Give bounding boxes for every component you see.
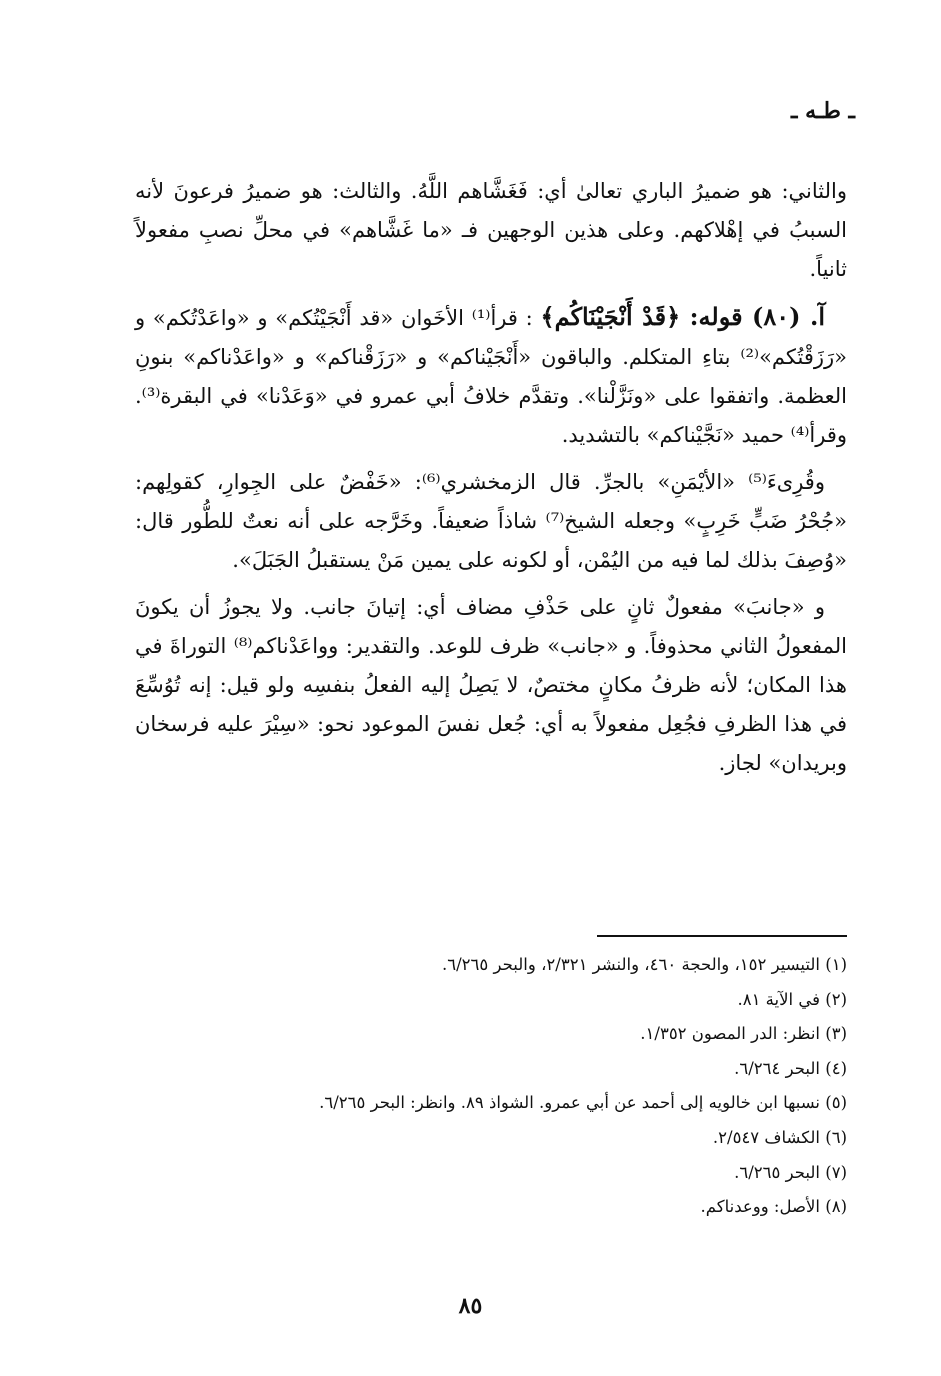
paragraph-1: والثاني: هو ضميرُ الباري تعالىٰ أي: فَغَشَّاهم اللَّهُ. والثالث: هو ضميرُ فرعونَ لأنه السببُ في إهْلاكهم. وعلى هذين الوجهين فـ «ما غَشَّاهم» في محلِّ نصبِ مفعولاً ثانياً. (135, 179, 847, 281)
running-head: ـ طـه ـ (791, 98, 855, 124)
paragraph-2: وقُرِىءَ⁽⁵⁾ «الأيْمَنِ» بالجرِّ. قال الزمخشري⁽⁶⁾: «خَفْضٌ على الجِوارِ، كقولِهم: «جُحْرُ ضَبٍّ خَرِبٍ» وجعله الشيخ⁽⁷⁾ شاذاً ضعيفاً. وخَرَّجه على أنه نعتٌ للطُّور قال: «وُصِفَ بذلك لما فيه من اليُمْن، أو لكونه على يمين مَنْ يستقبلُ الجَبَلَ». (135, 470, 847, 572)
verse-heading: آ. (٨٠) قوله: ﴿قَدْ أَنْجَيْنَاكُم﴾ (540, 302, 826, 331)
footnote-2: (٢) في الآية ٨١. (737, 989, 847, 1009)
paragraph-3: و «جانبَ» مفعولٌ ثانٍ على حَذْفِ مضاف أي: إتيانَ جانب. ولا يجوزُ أن يكونَ المفعولُ الثاني محذوفاً. و «جانب» ظرف للوعد. والتقدير: وواعَدْناكم⁽⁸⁾ التوراةَ في هذا المكان؛ لأنه ظرفُ مكانٍ مختصٌ، لا يَصِلُ إليه الفعلُ بنفسِه ولو قيل: إنه تُوُسِّعَ في هذا الظرفِ فجُعِل مفعولاً به أي: جُعل نفسَ الموعود نحو: «سِيْرَ عليه فرسخان وبريدان» لجاز. (135, 595, 848, 775)
footnote-5: (٥) نسبها ابن خالويه إلى أحمد عن أبي عمرو. الشواذ ٨٩. وانظر: البحر ٦/٢٦٥. (319, 1093, 847, 1113)
footnote-3: (٣) انظر: الدر المصون ١/٣٥٢. (640, 1024, 847, 1044)
footnote-8: (٨) الأصل: ووعدناكم. (700, 1197, 847, 1217)
footnote-1: (١) التيسير ١٥٢، والحجة ٤٦٠، والنشر ٢/٣٢١، والبحر ٦/٢٦٥. (442, 955, 847, 974)
main-text (135, 172, 847, 791)
footnotes-list (135, 948, 847, 1225)
page-number: ٨٥ (458, 1293, 483, 1319)
footnote-7: (٧) البحر ٦/٢٦٥. (734, 1162, 847, 1182)
footnote-4: (٤) البحر ٦/٢٦٤. (734, 1058, 847, 1078)
verse-commentary: : قرأ⁽¹⁾ الأخَوان «قد أَنْجَيْتُكم» و «واعَدْتُكم» و «رَزَقْتُكم»⁽²⁾ بتاءِ المتكلم. والباقون «أَنْجَيْناكم» و «رَزَقْناكم» و «واعَدْناكم» بنونِ العظمة. واتفقوا على «ونَزَّلْنا». وتقدَّم خلافُ أبي عمرو في «وَعَدْنا» في البقرة⁽³⁾. وقرأ⁽⁴⁾ حميد «نَجَّيْناكم» بالتشديد. (135, 306, 847, 447)
verse-paragraph (135, 297, 847, 455)
footnote-separator (597, 935, 847, 937)
footnote-6: (٦) الكشاف ٢/٥٤٧. (712, 1127, 847, 1147)
